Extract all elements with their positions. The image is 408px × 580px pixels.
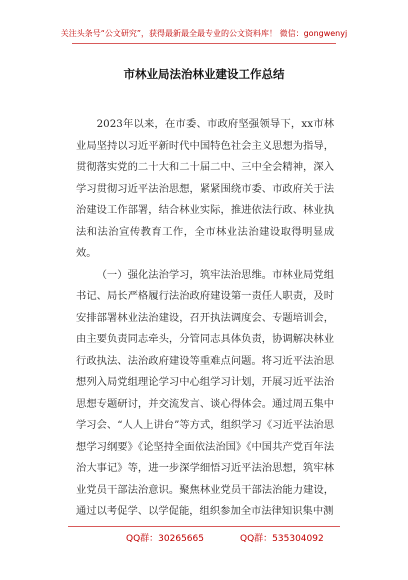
- paragraph-section-1: （一）强化法治学习，筑牢法治思维。市林业局党组书记、局长严格履行法治政府建设第一责任人职责，及时安排部署林业法治建设，召开执法调度会、专题培训会，由主要负责同志牵头，分管同志具体负责，协调解决林业行政执法、法治政府建设等重难点问题。将习近平法治思想列入局党组理论学习中心组学习计划，开展习近平法治思想专题研讨，并交流发言、谈心得体会。通过周五集中学习会、“人人上讲台”等方式，组织学习《习近平法治思想学习纲要》《论坚持全面依法治国》《中国共产党百年法治大事记》等，进一步深学细悟习近平法治思想，筑牢林业党员干部法治意识。聚焦林业党员干部法治能力建设，通过以考促学、以学促能，组织参加全市法律知识集中测: [76, 268, 334, 517]
- footer-qq-group-right: QQ群：535304092: [240, 534, 324, 544]
- footer-qq-group-left: QQ群：30265665: [126, 534, 204, 544]
- header-divider: [72, 43, 336, 44]
- footer: [68, 526, 340, 544]
- paragraph-intro: 2023年以来，在市委、市政府坚强领导下，xx市林业局坚持以习近平新时代中国特色社会主义思想为指导，贯彻落实党的二十大和二十届二中、三中全会精神，深入学习贯彻习近平法治思想，紧紧围绕市委、市政府关于法治建设工作部署，结合林业实际，推进依法行政、林业执法和法治宣传教育工作，全市林业法治建设取得明显成效。: [76, 118, 334, 259]
- footer-divider: [68, 526, 340, 527]
- document-title: 市林业局法治林业建设工作总结: [123, 67, 285, 81]
- document-body: [76, 114, 334, 523]
- header-banner: 关注头条号“公文研究”，获得最新最全最专业的公文资料库！ 微信：gongwenyj: [60, 29, 348, 38]
